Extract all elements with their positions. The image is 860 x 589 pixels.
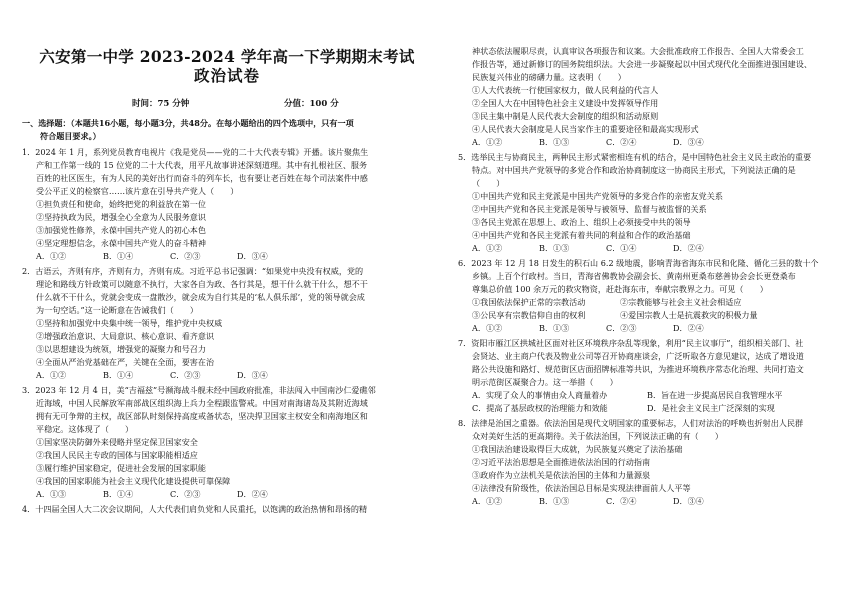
q2-item: ④全面从严治党基础在严，关键在全面，要害在治 [36,357,215,367]
option-d[interactable]: D．②④ [237,489,268,499]
option-c[interactable]: C．②③ [606,323,637,333]
option-d[interactable]: D．②④ [673,323,704,333]
q8-item: ③政府作为立法机关是依法治国的主体和力量源泉 [472,470,651,480]
option-b[interactable]: B．①④ [103,489,134,499]
q2-stem: 理论和路线方针政策可以随意不执行，大家各自为政、各行其是，想干什么就干什么，想不干 [36,279,368,289]
q8-options [472,496,740,506]
option-b[interactable]: B．①③ [539,323,570,333]
q7-options [472,390,795,400]
q6-item: ③公民享有宗教信仰自由的权利 [472,310,586,320]
option-c[interactable]: C．提高了基层政权的治理能力和效能 [472,403,608,413]
q2-item: ③以思想建设为统领，增强党的凝聚力和号召力 [36,344,206,354]
option-b[interactable]: B．①③ [539,243,570,253]
option-d[interactable]: D．③④ [673,496,704,506]
q3-item: ①国家坚决防御外来侵略并坚定保卫国家安全 [36,437,198,447]
q6-stem: 尊集总价值 100 余万元的救灾物资，赶赴海东市，奉献宗教界之力。可见（ ） [472,284,768,294]
section-heading-cont: 符合题目要求。） [40,131,101,141]
q1-options [36,251,304,261]
q8-item: ①我国法治建设取得巨大成就，为民族复兴奠定了法治基础 [472,444,683,454]
q3-stem: 3．2023 年 12 月 4 日，美“吉福兹”号濒海战斗舰未经中国政府批准，非法闯入中国南沙仁爱礁邻 [22,385,376,395]
q5-stem: 5．选举民主与协商民主，两种民主形式紧密相连有机的结合，是中国特色社会主义民主政治的重要 [458,152,812,162]
exam-time: 时间：75 分钟 [132,99,190,109]
q5-stem: 特点。对中国共产党领导的多党合作和政治协商制度这一协商民主形式，下列说法正确的是 [472,165,796,175]
q5-item: ①中国共产党和民主党派是中国共产党领导的多党合作的亲密友党关系 [472,191,723,201]
q1-stem: 产和工作第一线的 15 位党的二十大代表，用平凡故事讲述深刻道理。其中有扎根社区、服务 [36,160,368,170]
option-a[interactable]: A．①② [36,251,67,261]
option-c[interactable]: C．②④ [606,137,637,147]
option-a[interactable]: A．①② [472,137,503,147]
q3-options [36,489,304,499]
q7-stem: 会贤达、业主商户代表及物业公司等召开协商座谈会，广泛听取各方意见建议，达成了增设道 [472,351,804,361]
option-a[interactable]: A．①③ [36,489,67,499]
q2-stem: 2．古语云，齐则有序，齐则有力，齐则有成。习近平总书记强调：“如果党中央没有权威，党的 [22,266,364,276]
q6-item: ④爱国宗教人士是抗震救灾的积极力量 [620,310,758,320]
q7-options [472,403,795,413]
option-b[interactable]: B．①④ [103,251,134,261]
q3-stem: 近海域，中国人民解放军南部战区组织海上兵力全程跟监警戒。中国对南海诸岛及其附近海域 [36,398,368,408]
option-a[interactable]: A．①② [472,323,503,333]
exam-score: 分值：100 分 [284,99,339,109]
q6-items [472,297,768,307]
q6-options [472,323,740,333]
q4-item: ②全国人大在中国特色社会主义建设中发挥领导作用 [472,98,659,108]
q2-item: ②增强政治意识、大局意识、核心意识、看齐意识 [36,331,215,341]
option-a[interactable]: A．实现了众人的事情由众人商量着办 [472,390,608,400]
q8-item: ④法律没有阶级性，依法治国总目标是实现法律面前人人平等 [472,483,691,493]
q4-stem: 民族复兴伟业的磅礴力量。这表明（ ） [472,72,626,82]
q5-item: ④中国共产党和各民主党派有着共同的利益和合作的政治基础 [472,230,691,240]
q1-item: ②坚持执政为民，增强全心全意为人民服务意识 [36,212,206,222]
q1-stem: 受公平正义的检察官……该片意在引导共产党人（ ） [36,186,239,196]
q1-stem: 1．2024 年 1 月，系列党员教育电视片《我是党员——党的二十大代表专辑》开播。该片聚焦生 [22,147,369,157]
q6-item: ②宗教能够与社会主义社会相适应 [620,297,742,307]
option-b[interactable]: B．①③ [539,496,570,506]
option-c[interactable]: C．②③ [170,489,201,499]
q8-stem: 众对美好生活的更高期待。关于依法治国，下列说法正确的有（ ） [472,431,723,441]
q4-options [472,137,740,147]
option-c[interactable]: C．②③ [170,251,201,261]
q5-stem: （ ） [472,178,505,188]
option-d[interactable]: D．③④ [237,370,268,380]
section-heading: 一、选择题：（本题共16小题，每小题3分，共48分。在每小题给出的四个选项中，只有一项 [22,118,354,128]
q4-stem: 作报告等，通过新修订的国务院组织法。大会进一步凝聚起以中国式现代化全面推进强国建设、 [472,59,812,69]
option-b[interactable]: B．①④ [103,370,134,380]
q6-item: ①我国依法保护正常的宗教活动 [472,297,586,307]
q7-stem: 7．资阳市雁江区拱城社区面对社区环境秩序杂乱等现象，利用“民主议事厅”，组织相关部门、社 [458,338,804,348]
option-b[interactable]: B．旨在进一步提高居民自我管理水平 [647,390,783,400]
option-d[interactable]: D．②④ [673,243,704,253]
q1-stem: 百姓的社区医生，有为人民的美好出行而奋斗的列车长，也有要让老百姓在每个司法案件中感 [36,173,368,183]
q1-item: ③加强党性修养，永葆中国共产党人的初心本色 [36,225,206,235]
q8-item: ②习近平法治思想是全面推进依法治国的行动指南 [472,457,651,467]
q7-stem: 明示范街区凝聚合力。这一举措（ ） [472,377,618,387]
q3-stem: 拥有无可争辩的主权，战区部队时刻保持高度戒备状态，坚决捍卫国家主权安全和南海地区和 [36,411,368,421]
exam-title: 六安第一中学 2023-2024 学年高一下学期期末考试 [39,47,415,66]
option-c[interactable]: C．②④ [606,496,637,506]
q6-stem: 乡镇。上百个行政村。当日，青海省佛教协会副会长、黄南州更桑布慈善协会会长更登桑布 [472,271,796,281]
option-d[interactable]: D．③④ [237,251,268,261]
option-c[interactable]: C．①④ [606,243,637,253]
q6-stem: 6．2023 年 12 月 18 日发生的积石山 6.2 级地震，影响青海省海东市民和化隆、循化三县的数十个 [458,258,819,268]
q4-item: ④人民代表大会制度是人民当家作主的重要途径和最高实现形式 [472,124,699,134]
option-a[interactable]: A．①② [472,496,503,506]
q1-item: ④坚定理想信念，永葆中国共产党人的奋斗精神 [36,238,206,248]
q8-stem: 8．法律是治国之重器。依法治国是现代文明国家的重要标志，人们对法治的呼唤也折射出人民群 [458,418,804,428]
q3-item: ②我国人民民主专政的国体与国家职能相适应 [36,450,198,460]
q6-items [472,310,768,320]
option-d[interactable]: D．是社会主义民主广泛深刻的实现 [647,403,775,413]
q1-item: ①担负责任和使命，始终把党的利益放在第一位 [36,199,206,209]
q5-options [472,243,740,253]
exam-subject: 政治试卷 [193,66,260,85]
q2-item: ①坚持和加强党中央集中统一领导，维护党中央权威 [36,318,223,328]
q4-stem: 4．十四届全国人大二次会议期间，人大代表们肩负党和人民重托，以饱满的政治热情和昂扬的精 [22,504,368,514]
q4-item: ③民主集中制是人民代表大会制度的组织和活动原则 [472,111,659,121]
q3-item: ③履行维护国家稳定，促进社会发展的国家职能 [36,463,206,473]
q2-stem: 什么就不干什么，党就会变成一盘散沙，就会成为自行其是的‘私人俱乐部’，党的领导就会成 [36,292,365,302]
q4-item: ①人大代表统一行使国家权力，做人民利益的代言人 [472,85,659,95]
q2-stem: 为一句空话。”这一论断意在告诫我们（ ） [36,305,198,315]
option-c[interactable]: C．②③ [170,370,201,380]
q4-stem: 神状态依法履职尽责，认真审议各项报告和议案。大会批准政府工作报告、全国人大常委会工 [472,46,804,56]
q5-item: ③各民主党派在思想上、政治上、组织上必须接受中共的领导 [472,217,691,227]
option-b[interactable]: B．①③ [539,137,570,147]
option-d[interactable]: D．③④ [673,137,704,147]
option-a[interactable]: A．①② [36,370,67,380]
q3-stem: 平稳定。这体现了（ ） [36,424,134,434]
q2-options [36,370,304,380]
q7-stem: 路公共设施和路灯、规范街区店面招牌标准等共识，为推进环境秩序常态化治理、共同打造文 [472,364,804,374]
q5-item: ②中国共产党和各民主党派是领导与被领导、监督与被监督的关系 [472,204,707,214]
q3-item: ④我国的国家职能为社会主义现代化建设提供可靠保障 [36,476,231,486]
option-a[interactable]: A．①② [472,243,503,253]
